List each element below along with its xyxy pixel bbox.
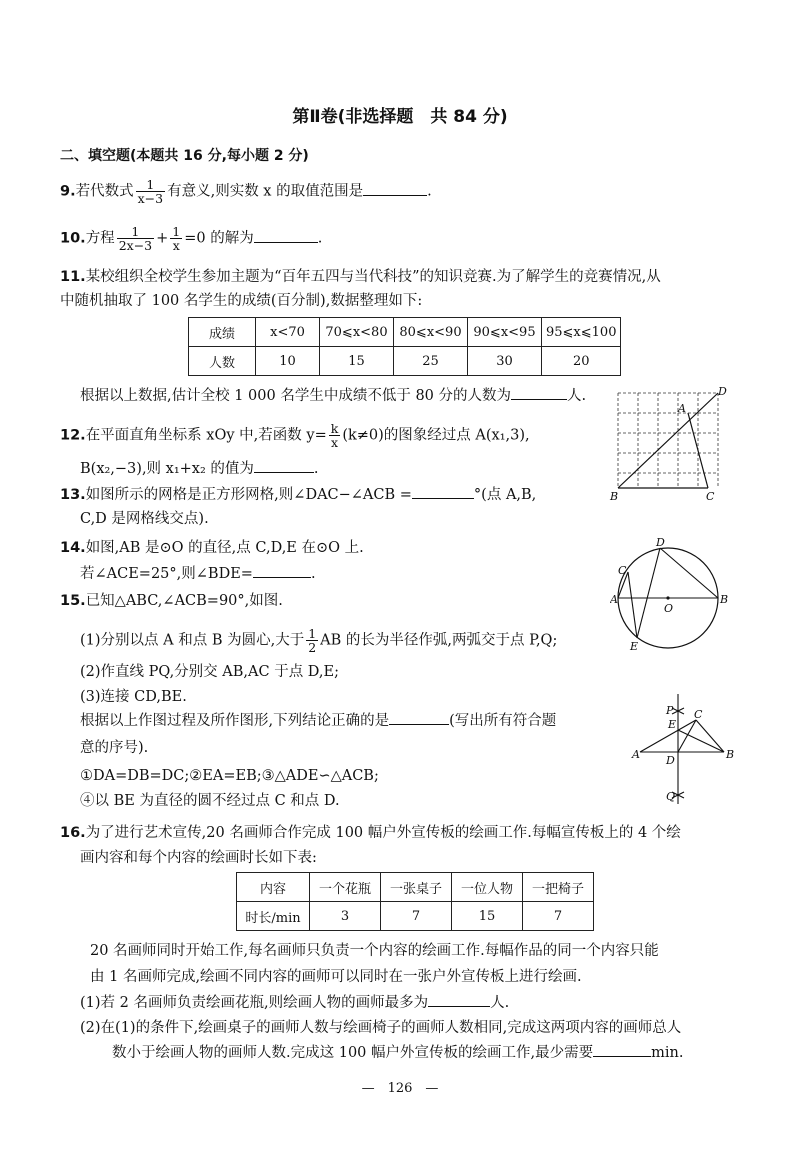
frac-denominator: 2x−3: [118, 238, 153, 253]
question-number: 10.: [60, 230, 86, 247]
q15-text: 已知△ABC,∠ACB=90°,如图.: [85, 593, 283, 609]
table-cell: 10: [256, 347, 320, 376]
label-a: A: [678, 402, 686, 415]
table-cell: x<70: [256, 318, 320, 347]
question-12-line2: [80, 458, 319, 480]
question-11-line1: [60, 266, 661, 288]
label-p: P: [666, 704, 674, 717]
fraction: [170, 225, 182, 252]
question-number: 12.: [60, 427, 86, 444]
question-15-step3: (3)连接 CD,BE.: [80, 689, 187, 705]
question-15-line1: [60, 590, 283, 612]
label-e: E: [668, 718, 677, 731]
answer-blank[interactable]: [511, 385, 567, 400]
answer-blank[interactable]: [412, 484, 474, 499]
question-number: 15.: [60, 593, 86, 609]
answer-blank[interactable]: [254, 458, 314, 473]
question-number: 16.: [60, 825, 86, 841]
fraction: [136, 178, 165, 205]
fraction: [117, 225, 154, 252]
table-cell: 一个花瓶: [310, 873, 381, 902]
question-16-line2: 画内容和每个内容的绘画时长如下表:: [80, 850, 317, 866]
question-15-prompt: [80, 710, 556, 732]
circle-figure: [610, 536, 730, 654]
grid-segments: [618, 393, 718, 488]
question-number: 13.: [60, 487, 86, 503]
answer-blank[interactable]: [593, 1042, 651, 1057]
q14-text: 如图,AB 是⊙O 的直径,点 C,D,E 在⊙O 上.: [85, 540, 364, 556]
question-12-line1: [60, 422, 530, 449]
question-15-prompt2: 意的序号).: [80, 740, 149, 756]
section-heading: 二、填空题(本题共 16 分,每小题 2 分): [60, 148, 309, 164]
table-cell: 成绩: [189, 318, 256, 347]
table-cell: 95⩽x⩽100: [542, 318, 621, 347]
table-cell: 人数: [189, 347, 256, 376]
label-d: D: [656, 536, 665, 549]
table-cell: 25: [394, 347, 468, 376]
q15-step1-text-2: AB 的长为半径作弧,两弧交于点 P,Q;: [320, 632, 558, 649]
question-16-line1: [60, 822, 681, 844]
label-a: A: [632, 748, 640, 761]
q16-sub1-text: (1)若 2 名画师负责绘画花瓶,则绘画人物的画师最多为: [80, 995, 429, 1011]
question-14-line1: [60, 537, 364, 559]
frac-numerator: 1: [308, 626, 317, 641]
question-16-para1: 20 名画师同时开始工作,每名画师只负责一个内容的绘画工作.每幅作品的同一个内容只能: [90, 943, 659, 959]
question-15-options1: ①DA=DB=DC;②EA=EB;③△ADE∽△ACB;: [80, 768, 379, 784]
table-cell: 80⩽x<90: [394, 318, 468, 347]
center-point: [666, 596, 669, 599]
table-cell: 7: [523, 902, 594, 931]
label-d: D: [718, 385, 727, 398]
question-13-line2: C,D 是网格线交点).: [80, 511, 209, 527]
q11-text-3: 根据以上数据,估计全校 1 000 名学生中成绩不低于 80 分的人数为: [80, 388, 512, 404]
question-15-step2: (2)作直线 PQ,分别交 AB,AC 于点 D,E;: [80, 664, 339, 680]
table-cell: 15: [452, 902, 523, 931]
frac-numerator: 1: [117, 225, 154, 239]
table-cell: 3: [310, 902, 381, 931]
q15-prompt-text: 根据以上作图过程及所作图形,下列结论正确的是: [80, 713, 390, 729]
question-number: 14.: [60, 540, 86, 556]
table-cell: 一把椅子: [523, 873, 594, 902]
q13-text: 如图所示的网格是正方形网格,则∠DAC−∠ACB =: [85, 487, 412, 503]
q13-text-2: °(点 A,B,: [473, 487, 537, 503]
table-cell: 20: [542, 347, 621, 376]
table-cell: 70⩽x<80: [320, 318, 394, 347]
plus-sign: +: [156, 230, 169, 247]
label-d: D: [666, 754, 675, 767]
answer-blank[interactable]: [254, 228, 318, 243]
q16-sub1-end: 人.: [490, 995, 510, 1011]
label-q: Q: [666, 790, 676, 803]
q11-text: 某校组织全校学生参加主题为“百年五四与当代科技”的知识竞赛.为了解学生的竞赛情况,从: [85, 269, 661, 285]
page-number: — 126 —: [361, 1081, 439, 1096]
fraction: [329, 422, 341, 449]
table-cell: 内容: [237, 873, 310, 902]
q16-text: 为了进行艺术宣传,20 名画师合作完成 100 幅户外宣传板的绘画工作.每幅宣传板上的 4 个绘: [85, 825, 681, 841]
triangle-lines: [640, 694, 724, 804]
q9-end: .: [427, 183, 432, 200]
q9-text: 若代数式: [75, 183, 134, 200]
answer-blank[interactable]: [253, 563, 311, 578]
table-cell: 时长/min: [237, 902, 310, 931]
answer-blank[interactable]: [363, 181, 427, 196]
label-c: C: [694, 708, 703, 721]
q11-unit: 人.: [567, 388, 587, 404]
table-row: [189, 347, 621, 376]
frac-denominator: 2: [308, 640, 317, 655]
fraction: [306, 627, 318, 654]
question-13-line1: [60, 484, 536, 506]
question-9: [60, 178, 432, 205]
grid-figure: [608, 385, 728, 503]
q12-text: 在平面直角坐标系 xOy 中,若函数 y=: [85, 427, 327, 444]
label-b: B: [720, 593, 729, 606]
table-cell: 7: [381, 902, 452, 931]
q9-text-2: 有意义,则实数 x 的取值范围是: [167, 183, 364, 200]
table-cell: 一位人物: [452, 873, 523, 902]
question-16-para2: 由 1 名画师完成,绘画不同内容的画师可以同时在一张户外宣传板上进行绘画.: [90, 969, 582, 985]
page-title: 第Ⅱ卷(非选择题 共 84 分): [292, 107, 508, 127]
duration-table: [236, 872, 594, 931]
table-cell: 一张桌子: [381, 873, 452, 902]
q12-text-3: B(x₂,−3),则 x₁+x₂ 的值为: [80, 461, 254, 477]
triangle-figure: [628, 692, 738, 810]
question-14-line2: [80, 563, 316, 585]
frac-denominator: x: [172, 238, 180, 253]
q14-end: .: [310, 566, 316, 582]
q12-end: .: [313, 461, 319, 477]
label-c: C: [618, 564, 627, 577]
question-15-options2: ④以 BE 为直径的圆不经过点 C 和点 D.: [80, 793, 340, 809]
frac-denominator: x−3: [137, 191, 164, 206]
answer-blank[interactable]: [428, 992, 490, 1007]
score-table: [188, 317, 621, 376]
label-b: B: [726, 748, 735, 761]
question-10: [60, 225, 322, 252]
table-cell: 30: [468, 347, 542, 376]
question-number: 9.: [60, 183, 76, 200]
table-cell: 15: [320, 347, 394, 376]
q10-end: .: [317, 230, 323, 247]
table-row: [189, 318, 621, 347]
q16-sub2-text: 数小于绘画人物的画师人数.完成这 100 幅户外宣传板的绘画工作,最少需要: [112, 1045, 594, 1061]
q16-sub2-end: min.: [651, 1045, 684, 1061]
q12-text-2: (k≠0)的图象经过点 A(x₁,3),: [342, 427, 530, 444]
label-e: E: [630, 640, 639, 653]
question-16-sub1: [80, 992, 509, 1014]
question-15-step1: [80, 627, 557, 654]
label-a: A: [610, 593, 618, 606]
q14-text-2: 若∠ACE=25°,则∠BDE=: [80, 566, 253, 582]
q10-text-2: =0 的解为: [184, 230, 254, 247]
table-cell: 90⩽x<95: [468, 318, 542, 347]
frac-numerator: 1: [172, 224, 181, 239]
question-11-line3: [80, 385, 586, 407]
label-b: B: [610, 490, 619, 503]
frac-numerator: 1: [136, 178, 165, 192]
question-11-line2: 中随机抽取了 100 名学生的成绩(百分制),数据整理如下:: [60, 293, 423, 309]
frac-denominator: x: [330, 435, 339, 450]
label-c: C: [706, 490, 715, 503]
q15-prompt-text-2: (写出所有符合题: [449, 713, 557, 729]
q10-text: 方程: [85, 230, 115, 247]
question-16-sub2a: (2)在(1)的条件下,绘画桌子的画师人数与绘画椅子的画师人数相同,完成这两项内容的画师总人: [80, 1020, 682, 1036]
table-row: [237, 902, 594, 931]
question-number: 11.: [60, 269, 86, 285]
question-16-sub2b: [112, 1042, 683, 1064]
label-o: O: [664, 602, 674, 615]
q15-step1-text: (1)分别以点 A 和点 B 为圆心,大于: [80, 632, 305, 649]
answer-blank[interactable]: [389, 710, 449, 725]
table-row: [237, 873, 594, 902]
frac-numerator: k: [330, 421, 339, 436]
